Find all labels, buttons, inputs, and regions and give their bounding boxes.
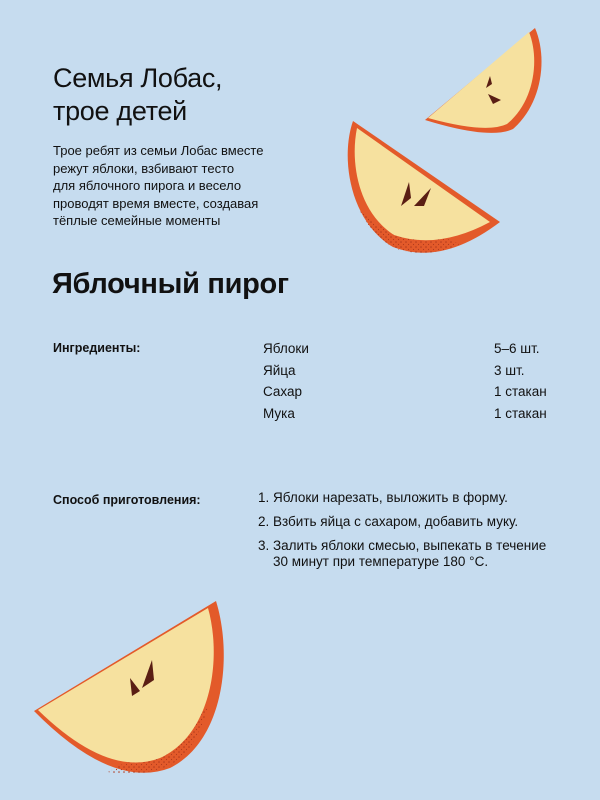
description-line: для яблочного пирога и весело <box>53 178 242 193</box>
method-steps-list <box>258 490 568 578</box>
description-line: Трое ребят из семьи Лобас вместе <box>53 143 264 158</box>
ingredient-name: Мука <box>263 405 295 421</box>
family-description <box>53 142 313 230</box>
ingredient-row <box>263 384 553 406</box>
family-title-line: трое детей <box>53 96 187 126</box>
ingredients-list <box>263 341 553 427</box>
ingredient-name: Яйца <box>263 362 296 378</box>
family-title <box>53 62 222 128</box>
ingredient-name: Сахар <box>263 384 303 399</box>
step-text: Залить яблоки смесью, выпекать в течение <box>273 538 547 553</box>
apple-slice-illustration-bottom-left <box>28 596 238 786</box>
ingredient-row <box>263 341 553 363</box>
step-text: Яблоки нарезать, выложить в форму. <box>273 490 508 505</box>
step-text: Взбить яйца с сахаром, добавить муку. <box>273 514 519 529</box>
ingredient-quantity: 1 стакан <box>494 405 547 421</box>
ingredient-quantity: 1 стакан <box>494 384 547 399</box>
ingredient-row <box>263 406 553 428</box>
method-step <box>258 514 568 530</box>
ingredient-quantity: 5–6 шт. <box>494 341 540 356</box>
method-step <box>258 490 568 506</box>
step-text: 30 минут при температуре 180 °С. <box>273 554 489 569</box>
ingredients-label: Ингредиенты: <box>53 341 141 355</box>
ingredient-quantity: 3 шт. <box>494 362 525 378</box>
apple-slice-illustration-middle <box>340 116 510 261</box>
ingredient-name: Яблоки <box>263 341 309 356</box>
description-line: режут яблоки, взбивают тесто <box>53 160 235 176</box>
method-step <box>258 538 568 570</box>
description-line: проводят время вместе, создавая <box>53 195 259 211</box>
ingredient-row <box>263 363 553 385</box>
step-number: 2. <box>258 514 270 529</box>
step-number: 3. <box>258 538 270 553</box>
method-label: Способ приготовления: <box>53 493 201 507</box>
family-title-line: Семья Лобас, <box>53 63 223 93</box>
recipe-title: Яблочный пирог <box>52 268 289 300</box>
step-number: 1. <box>258 490 270 505</box>
description-line: тёплые семейные моменты <box>53 213 221 228</box>
